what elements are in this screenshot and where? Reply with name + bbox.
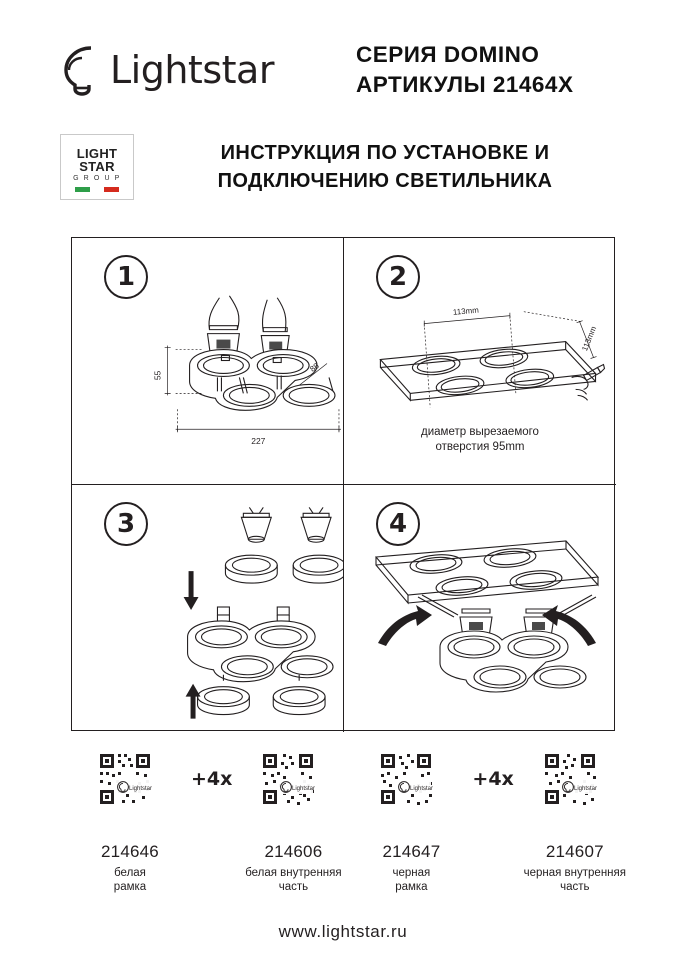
page-title: [356, 42, 573, 98]
product-code: 214606: [264, 842, 323, 861]
svg-text:Lightstar: Lightstar: [292, 786, 316, 792]
brand-logo: [60, 44, 330, 96]
brand-wordmark: Lightstar: [110, 48, 274, 92]
step-2-caption-line-1: диаметр вырезаемого: [421, 426, 539, 438]
product-name-line-2: часть: [560, 881, 590, 893]
subtitle-line-1: ИНСТРУКЦИЯ ПО УСТАНОВКЕ И: [220, 142, 550, 164]
product-code: 214607: [545, 842, 604, 861]
lightstar-group-logo: [60, 134, 134, 200]
qr-code-icon[interactable]: [94, 750, 166, 808]
lightstar-bulb-logo-icon: [60, 44, 106, 96]
step-number-badge-2: 2: [376, 255, 420, 299]
instruction-subtitle: [134, 139, 626, 195]
step-1-illustration: [72, 238, 343, 484]
instruction-steps-grid: [71, 237, 615, 731]
svg-text:Lightstar: Lightstar: [410, 786, 434, 792]
multiplier-label-black: +4x: [472, 768, 514, 790]
step-cell-4: [344, 485, 616, 732]
product-214646: [71, 750, 189, 894]
svg-text:Lightstar: Lightstar: [129, 786, 153, 792]
product-group-white: [71, 750, 352, 900]
product-name-line-2: рамка: [395, 881, 428, 893]
page-header: [60, 34, 626, 106]
series-title: СЕРИЯ DOMINO: [356, 42, 540, 67]
multiplier-label-white: +4x: [191, 768, 233, 790]
step-3-illustration: [72, 485, 343, 732]
article-title: АРТИКУЛЫ 21464X: [356, 72, 574, 97]
svg-text:Lightstar: Lightstar: [573, 786, 597, 792]
product-214606: [234, 750, 352, 894]
product-code: 214647: [382, 842, 441, 861]
step-cell-1: [72, 238, 344, 485]
step-cell-2: [344, 238, 616, 485]
step-cell-3: [72, 485, 344, 732]
step-4-illustration: [344, 485, 616, 732]
product-214647: [352, 750, 470, 894]
qr-code-icon[interactable]: [539, 750, 611, 808]
step-2-dim-height: 113mm: [580, 324, 599, 353]
group-logo-line2: STAR: [79, 158, 115, 174]
step-number-badge-1: 1: [104, 255, 148, 299]
step-2-dim-width: 113mm: [452, 305, 480, 317]
product-name-line-1: черная: [392, 867, 431, 879]
step-number-badge-3: 3: [104, 502, 148, 546]
product-name-line-2: часть: [278, 881, 309, 893]
website-footer[interactable]: www.lightstar.ru: [278, 922, 408, 941]
step-number-badge-4: 4: [376, 502, 420, 546]
product-name-line-1: белая внутренняя: [245, 867, 342, 879]
group-logo-sub: G R O U P: [73, 174, 121, 182]
step-1-dim-height: 55: [152, 370, 163, 381]
group-logo-line1: LIGHT: [76, 145, 118, 161]
qr-code-icon[interactable]: [375, 750, 447, 808]
italy-flag-icon: [75, 187, 119, 192]
product-name-line-2: рамка: [113, 881, 147, 893]
step-1-dim-width: 227: [251, 436, 266, 447]
step-1-dim-depth: 88: [308, 361, 321, 374]
product-214607: [516, 750, 634, 894]
product-name-line-1: черная внутренняя: [523, 867, 626, 879]
qr-code-icon[interactable]: [257, 750, 329, 808]
page-subheader: [60, 128, 626, 206]
product-name-line-1: белая: [114, 867, 146, 879]
product-code: 214646: [101, 842, 159, 861]
product-group-black: [352, 750, 633, 900]
subtitle-line-2: ПОДКЛЮЧЕНИЮ СВЕТИЛЬНИКА: [217, 170, 553, 192]
product-list: [71, 750, 626, 900]
step-2-caption-line-2: отверстия 95mm: [435, 441, 525, 453]
